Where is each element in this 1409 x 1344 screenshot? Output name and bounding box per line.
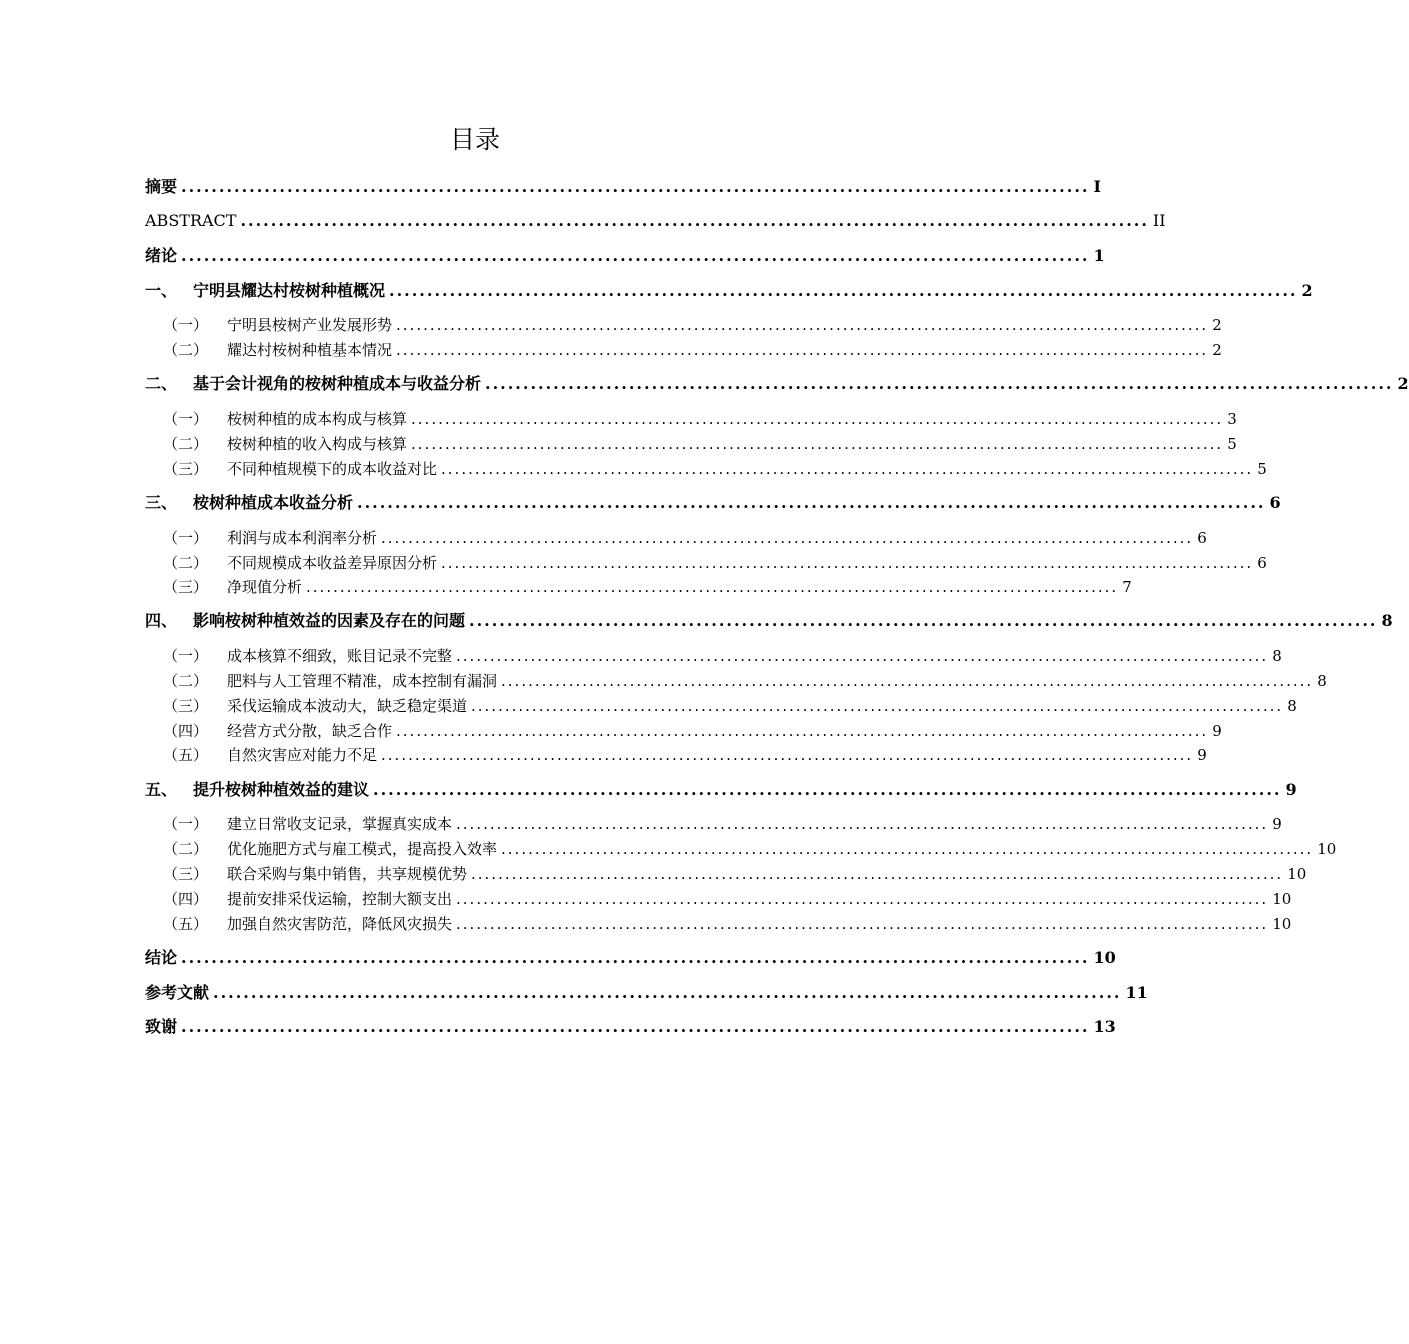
- toc-page-number: 8: [1381, 611, 1393, 630]
- toc-entry-number: （二）: [163, 341, 209, 359]
- toc-dot-leader: ........................................................................................................................: [501, 840, 1314, 858]
- toc-dot-leader: ........................................................................................................................: [485, 374, 1394, 393]
- toc-entry-section-2-2[interactable]: [163, 432, 1237, 456]
- toc-entry-section-4-3[interactable]: [163, 694, 1297, 718]
- toc-entry-number: （二）: [163, 554, 209, 572]
- toc-page-number: 9: [1197, 746, 1207, 764]
- toc-page-number: II: [1152, 211, 1166, 230]
- toc-dot-leader: ........................................................................................................................: [213, 983, 1122, 1002]
- toc-entry-number: （四）: [163, 722, 209, 740]
- toc-dot-leader: ........................................................................................................................: [456, 915, 1269, 933]
- toc-page-number: 10: [1287, 865, 1307, 883]
- toc-entry-number: （二）: [163, 672, 209, 690]
- toc-page-number: 6: [1257, 554, 1267, 572]
- toc-entry-chapter-2[interactable]: [145, 372, 1409, 396]
- toc-page-number: 8: [1272, 647, 1282, 665]
- toc-entry-section-1-1[interactable]: [163, 313, 1222, 337]
- toc-entry-number: 二、: [145, 374, 178, 393]
- toc-entry-label: 采伐运输成本波动大，缺乏稳定渠道: [227, 697, 468, 715]
- page-title: 目录: [449, 125, 500, 154]
- toc-entry-chapter-5[interactable]: [145, 778, 1297, 802]
- toc-entry-section-4-1[interactable]: [163, 644, 1282, 668]
- toc-entry-label: 致谢: [145, 1017, 178, 1036]
- toc-entry-number: （五）: [163, 746, 209, 764]
- toc-dot-leader: ........................................................................................................................: [381, 746, 1194, 764]
- toc-dot-leader: ........................................................................................................................: [441, 460, 1254, 478]
- toc-entry-section-3-1[interactable]: [163, 526, 1207, 550]
- toc-entry-label: 联合采购与集中销售，共享规模优势: [227, 865, 468, 883]
- toc-dot-leader: ........................................................................................................................: [469, 611, 1378, 630]
- toc-page-number: 2: [1212, 341, 1222, 359]
- toc-dot-leader: ........................................................................................................................: [373, 780, 1282, 799]
- toc-page-number: 8: [1317, 672, 1327, 690]
- toc-entry-introduction[interactable]: [145, 244, 1105, 268]
- toc-page-number: 9: [1285, 780, 1297, 799]
- toc-entry-number: （一）: [163, 815, 209, 833]
- toc-entry-label: 不同规模成本收益差异原因分析: [227, 554, 438, 572]
- toc-entry-label: 桉树种植的成本构成与核算: [227, 410, 408, 428]
- toc-entry-number: 五、: [145, 780, 178, 799]
- toc-entry-section-2-3[interactable]: [163, 457, 1267, 481]
- toc-entry-number: （三）: [163, 865, 209, 883]
- toc-dot-leader: ........................................................................................................................: [181, 246, 1090, 265]
- toc-entry-label: 肥料与人工管理不精准，成本控制有漏洞: [227, 672, 498, 690]
- toc-entry-label: 优化施肥方式与雇工模式，提高投入效率: [227, 840, 498, 858]
- toc-entry-references[interactable]: [145, 981, 1148, 1005]
- toc-entry-label: 不同种植规模下的成本收益对比: [227, 460, 438, 478]
- toc-dot-leader: ........................................................................................................................: [411, 435, 1224, 453]
- toc-dot-leader: ........................................................................................................................: [441, 554, 1254, 572]
- toc-entry-section-2-1[interactable]: [163, 407, 1237, 431]
- toc-dot-leader: ........................................................................................................................: [389, 281, 1298, 300]
- toc-entry-label: 利润与成本利润率分析: [227, 529, 378, 547]
- toc-entry-section-1-2[interactable]: [163, 338, 1222, 362]
- toc-entry-section-3-3[interactable]: [163, 575, 1132, 599]
- toc-entry-label: ABSTRACT: [145, 211, 237, 230]
- toc-entry-label: 建立日常收支记录，掌握真实成本: [227, 815, 453, 833]
- toc-entry-section-5-2[interactable]: [163, 837, 1337, 861]
- toc-page-number: 2: [1397, 374, 1409, 393]
- toc-entry-number: （一）: [163, 529, 209, 547]
- toc-dot-leader: ........................................................................................................................: [306, 578, 1119, 596]
- toc-page-number: 5: [1257, 460, 1267, 478]
- toc-page-number: 13: [1093, 1017, 1116, 1036]
- toc-page-number: 6: [1269, 493, 1281, 512]
- toc-page-number: 7: [1122, 578, 1132, 596]
- toc-dot-leader: ........................................................................................................................: [471, 865, 1284, 883]
- toc-dot-leader: ........................................................................................................................: [357, 493, 1266, 512]
- toc-dot-leader: ........................................................................................................................: [396, 316, 1209, 334]
- toc-entry-number: （一）: [163, 647, 209, 665]
- toc-entry-section-5-1[interactable]: [163, 812, 1282, 836]
- toc-page-number: 6: [1197, 529, 1207, 547]
- toc-page-number: 3: [1227, 410, 1237, 428]
- toc-page-number: 2: [1301, 281, 1313, 300]
- toc-page-number: 9: [1212, 722, 1222, 740]
- toc-entry-label: 自然灾害应对能力不足: [227, 746, 378, 764]
- toc-entry-abstract-en[interactable]: [145, 209, 1166, 233]
- toc-entry-section-4-5[interactable]: [163, 743, 1207, 767]
- toc-entry-label: 耀达村桉树种植基本情况: [227, 341, 393, 359]
- toc-entry-number: 三、: [145, 493, 178, 512]
- toc-entry-section-4-4[interactable]: [163, 719, 1222, 743]
- toc-dot-leader: ........................................................................................................................: [381, 529, 1194, 547]
- toc-dot-leader: ........................................................................................................................: [411, 410, 1224, 428]
- toc-entry-label: 宁明县耀达村桉树种植概况: [193, 281, 386, 300]
- toc-entry-label: 宁明县桉树产业发展形势: [227, 316, 393, 334]
- toc-entry-label: 经营方式分散，缺乏合作: [227, 722, 393, 740]
- toc-entry-number: （一）: [163, 410, 209, 428]
- toc-entry-number: 四、: [145, 611, 178, 630]
- toc-dot-leader: ........................................................................................................................: [181, 1017, 1090, 1036]
- toc-entry-number: （二）: [163, 840, 209, 858]
- toc-entry-section-5-4[interactable]: [163, 887, 1292, 911]
- toc-entry-number: （四）: [163, 890, 209, 908]
- toc-dot-leader: ........................................................................................................................: [456, 647, 1269, 665]
- toc-page-number: 10: [1272, 915, 1292, 933]
- toc-entry-section-3-2[interactable]: [163, 551, 1267, 575]
- toc-entry-chapter-1[interactable]: [145, 279, 1313, 303]
- toc-page-number: 1: [1093, 246, 1105, 265]
- toc-entry-label: 摘要: [145, 177, 178, 196]
- toc-entry-number: （三）: [163, 697, 209, 715]
- toc-entry-label: 桉树种植的收入构成与核算: [227, 435, 408, 453]
- toc-entry-label: 提前安排采伐运输，控制大额支出: [227, 890, 453, 908]
- toc-entry-label: 提升桉树种植效益的建议: [193, 780, 370, 799]
- toc-page-number: 2: [1212, 316, 1222, 334]
- toc-entry-number: （五）: [163, 915, 209, 933]
- toc-entry-number: （二）: [163, 435, 209, 453]
- toc-page-number: 10: [1317, 840, 1337, 858]
- toc-dot-leader: ........................................................................................................................: [181, 177, 1090, 196]
- toc-page-number: 8: [1287, 697, 1297, 715]
- toc-entry-label: 成本核算不细致，账目记录不完整: [227, 647, 453, 665]
- toc-entry-conclusion[interactable]: [145, 946, 1116, 970]
- toc-entry-section-4-2[interactable]: [163, 669, 1327, 693]
- toc-page-number: I: [1093, 177, 1101, 196]
- toc-page-number: 5: [1227, 435, 1237, 453]
- toc-entry-label: 基于会计视角的桉树种植成本与收益分析: [193, 374, 482, 393]
- toc-dot-leader: ........................................................................................................................: [471, 697, 1284, 715]
- toc-entry-label: 结论: [145, 948, 178, 967]
- toc-entry-label: 影响桉树种植效益的因素及存在的问题: [193, 611, 466, 630]
- toc-entry-label: 加强自然灾害防范，降低风灾损失: [227, 915, 453, 933]
- toc-entry-chapter-4[interactable]: [145, 609, 1393, 633]
- toc-page-number: 10: [1272, 890, 1292, 908]
- toc-entry-label: 净现值分析: [227, 578, 303, 596]
- toc-dot-leader: ........................................................................................................................: [501, 672, 1314, 690]
- toc-dot-leader: ........................................................................................................................: [240, 211, 1149, 230]
- toc-entry-number: 一、: [145, 281, 178, 300]
- toc-entry-chapter-3[interactable]: [145, 491, 1281, 515]
- toc-entry-number: （三）: [163, 578, 209, 596]
- toc-entry-number: （一）: [163, 316, 209, 334]
- toc-dot-leader: ........................................................................................................................: [456, 890, 1269, 908]
- toc-entry-label: 桉树种植成本收益分析: [193, 493, 354, 512]
- toc-entry-number: （三）: [163, 460, 209, 478]
- toc-entry-label: 参考文献: [145, 983, 210, 1002]
- toc-dot-leader: ........................................................................................................................: [456, 815, 1269, 833]
- toc-dot-leader: ........................................................................................................................: [396, 341, 1209, 359]
- toc-dot-leader: ........................................................................................................................: [396, 722, 1209, 740]
- toc-page-number: 9: [1272, 815, 1282, 833]
- toc-entry-acknowledgements[interactable]: [145, 1015, 1116, 1039]
- toc-entry-label: 绪论: [145, 246, 178, 265]
- toc-entry-section-5-3[interactable]: [163, 862, 1307, 886]
- toc-entry-section-5-5[interactable]: [163, 912, 1292, 936]
- toc-dot-leader: ........................................................................................................................: [181, 948, 1090, 967]
- toc-entry-abstract-cn[interactable]: [145, 175, 1101, 199]
- toc-page-number: 11: [1125, 983, 1148, 1002]
- toc-page-number: 10: [1093, 948, 1116, 967]
